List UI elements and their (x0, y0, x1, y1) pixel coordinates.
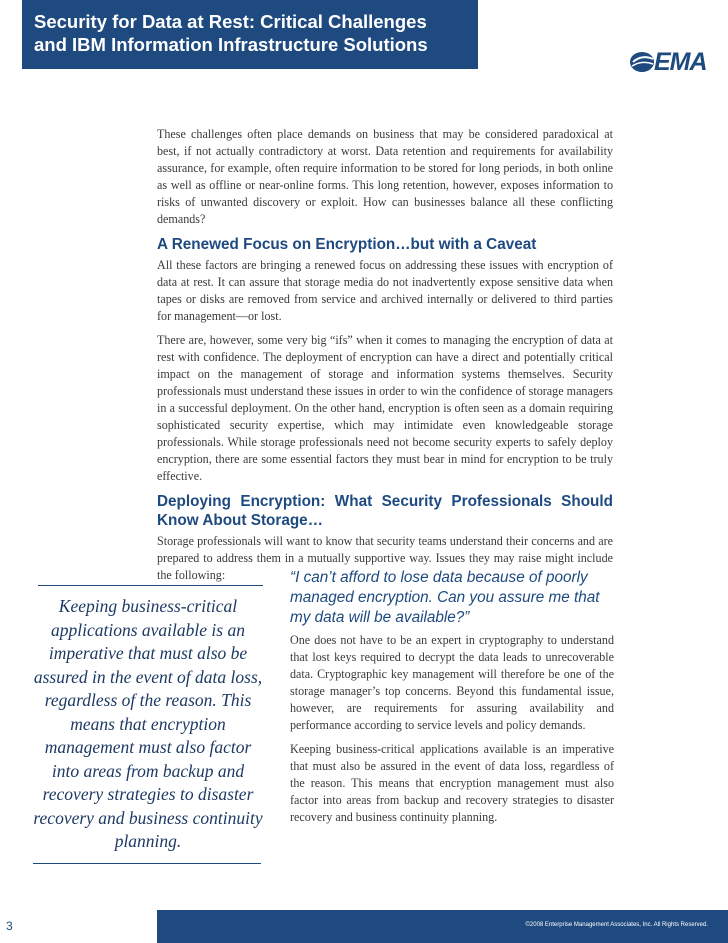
section-heading-encryption: A Renewed Focus on Encryption…but with a Caveat (157, 236, 537, 253)
title-line-1: Security for Data at Rest: Critical Challenges (34, 11, 427, 32)
copyright-text: ©2008 Enterprise Management Associates, Inc. All Rights Reserved. (525, 922, 708, 928)
right-column (290, 568, 614, 833)
pullquote-top-rule (38, 585, 263, 586)
logo-text: EMA (654, 48, 707, 76)
right-paragraph-2: Keeping business-critical applications available is an imperative that must also be assured in the event of data loss, regardless of the reason. This means that encryption management must also factor into areas from backup and recovery strategies to disaster recovery and business continuity planning. (290, 742, 614, 824)
pullquote-text: Keeping business-critical applications available is an imperative that must also be assured in the event of data loss, regardless of the reason. This means that encryption management must also factor into areas from backup and recovery strategies to disaster recovery and business continuity planning. (33, 596, 263, 851)
section2-paragraph-1: Storage professionals will want to know that security teams understand their concerns and are prepared to address them in a mutually supportive way. Issues they may raise might include the following: (157, 534, 613, 582)
intro-paragraph: These challenges often place demands on business that may be considered paradoxical at best, if not actually contradictory at worst. Data retention and requirements for availability assurance, for example, often require information to be stored for long periods, in both online as well as offline or near-online forms. This long retention, however, exposes information to risks of unwanted discovery or exploit. How can businesses balance all these conflicting demands? (157, 127, 613, 226)
section1-paragraph-1: All these factors are bringing a renewed focus on addressing these issues with encryption of data at rest. It can assure that storage media do not inadvertently expose sensitive data when tapes or disks are removed from service and archived internally or delivered to third parties for management—or lost. (157, 258, 613, 323)
right-paragraph-1: One does not have to be an expert in cryptography to understand that lost keys required to decrypt the data leads to unrecoverable data. Cryptographic key management will therefore be one of the storage manager’s top concerns. Beyond this fundamental issue, however, are requirements for assuring availability and performance according to service levels and policy demands. (290, 633, 614, 732)
page-number: 3 (6, 919, 13, 933)
title-line-2: and IBM Information Infrastructure Solutions (34, 34, 428, 55)
main-content (157, 126, 613, 591)
section-heading-deploying: Deploying Encryption: What Security Professionals Should Know About Storage… (157, 493, 613, 529)
section1-paragraph-2: There are, however, some very big “ifs” when it comes to managing the encryption of data at rest with confidence. The deployment of encryption can have a direct and potentially critical impact on the management of storage and information systems themselves. Security professionals must understand these issues in order to win the confidence of storage managers in a successful deployment. On the other hand, encryption is often seen as a domain requiring sophisticated security expertise, which may intimidate even knowledgeable storage professionals. While storage professionals need not become security experts to safely deploy encryption, there are some essential factors they must bear in mind for encryption to be truly effective. (157, 333, 613, 483)
pullquote (33, 585, 263, 864)
quote-heading: “I can’t afford to lose data because of poorly managed encryption. Can you assure me that my data will be available?” (290, 569, 600, 626)
page-title (34, 10, 474, 56)
pullquote-bottom-rule (33, 863, 261, 864)
